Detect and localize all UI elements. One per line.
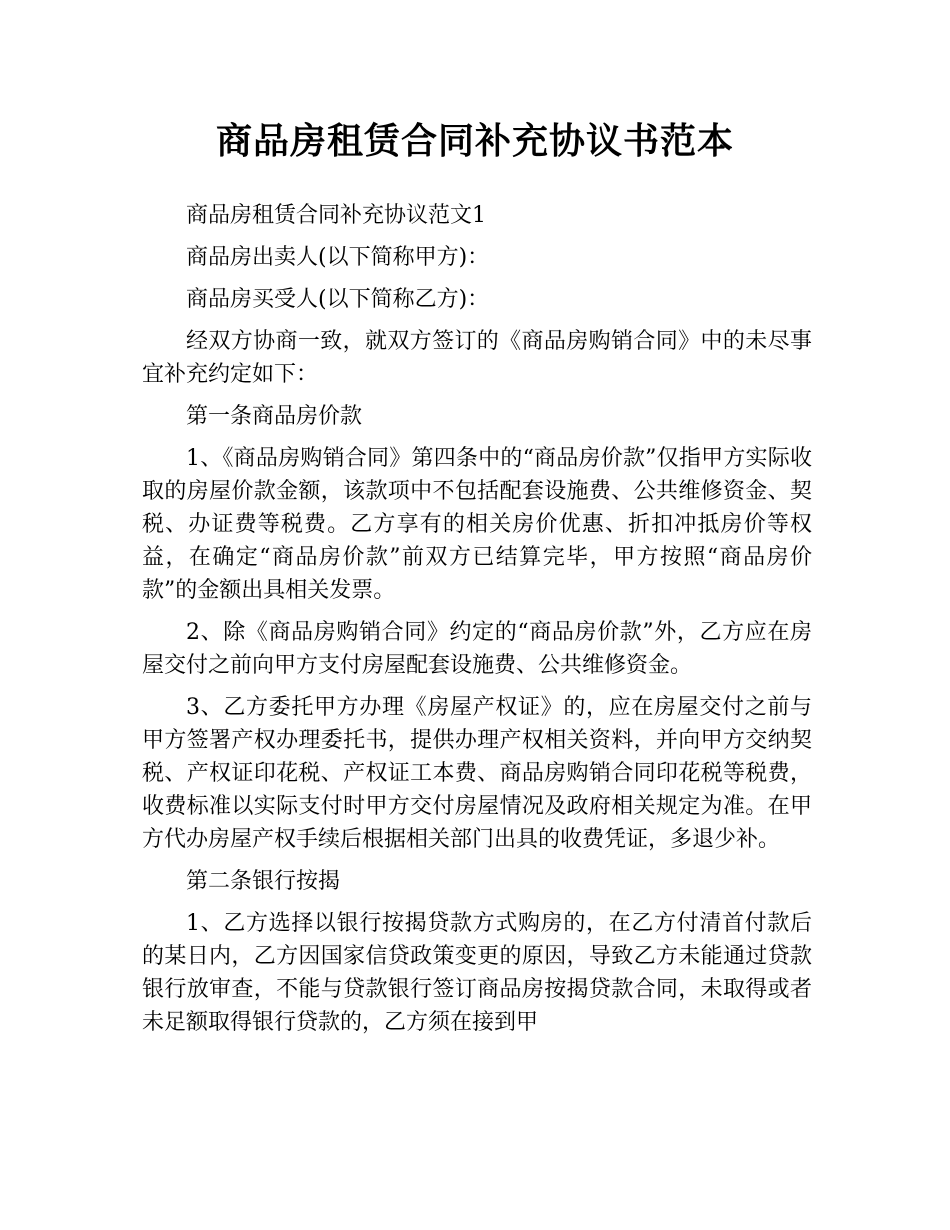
paragraph-article-1-clause-3: 3、乙方委托甲方办理《房屋产权证》的，应在房屋交付之前与甲方签署产权办理委托书，提供办理产权相关资料，并向甲方交纳契税、产权证印花税、产权证工本费、商品房购销合同印花税等税费，收费标准以实际支付时甲方交付房屋情况及政府相关规定为准。在甲方代办房屋产权手续后根据相关部门出具的收费凭证，多退少补。	[142, 695, 812, 852]
paragraph-heading-sample: 商品房租赁合同补充协议范文1	[186, 203, 486, 228]
paragraph-seller: 商品房出卖人(以下简称甲方)：	[186, 245, 490, 270]
document-title: 商品房租赁合同补充协议书范本	[215, 121, 734, 162]
paragraph-article-1-heading: 第一条商品房价款	[186, 404, 363, 429]
paragraph-buyer: 商品房买受人(以下简称乙方)：	[186, 287, 490, 312]
document-body	[142, 199, 812, 1048]
paragraph-article-1-clause-1: 1、《商品房购销合同》第四条中的“商品房价款”仅指甲方实际收取的房屋价款金额，该款项中不包括配套设施费、公共维修资金、契税、办证费等税费。乙方享有的相关房价优惠、折扣冲抵房价等权益，在确定“商品房价款”前双方已结算完毕，甲方按照“商品房价款”的金额出具相关发票。	[142, 446, 812, 603]
paragraph-preamble: 经双方协商一致，就双方签订的《商品房购销合同》中的未尽事宜补充约定如下：	[142, 329, 812, 387]
paragraph-article-2-heading: 第二条银行按揭	[186, 869, 341, 894]
paragraph-article-1-clause-2: 2、除《商品房购销合同》约定的“商品房价款”外，乙方应在房屋交付之前向甲方支付房屋配套设施费、公共维修资金。	[142, 620, 812, 678]
paragraph-article-2-clause-1: 1、乙方选择以银行按揭贷款方式购房的，在乙方付清首付款后的某日内，乙方因国家信贷政策变更的原因，导致乙方未能通过贷款银行放审查，不能与贷款银行签订商品房按揭贷款合同，未取得或者未足额取得银行贷款的，乙方须在接到甲	[142, 911, 812, 1035]
